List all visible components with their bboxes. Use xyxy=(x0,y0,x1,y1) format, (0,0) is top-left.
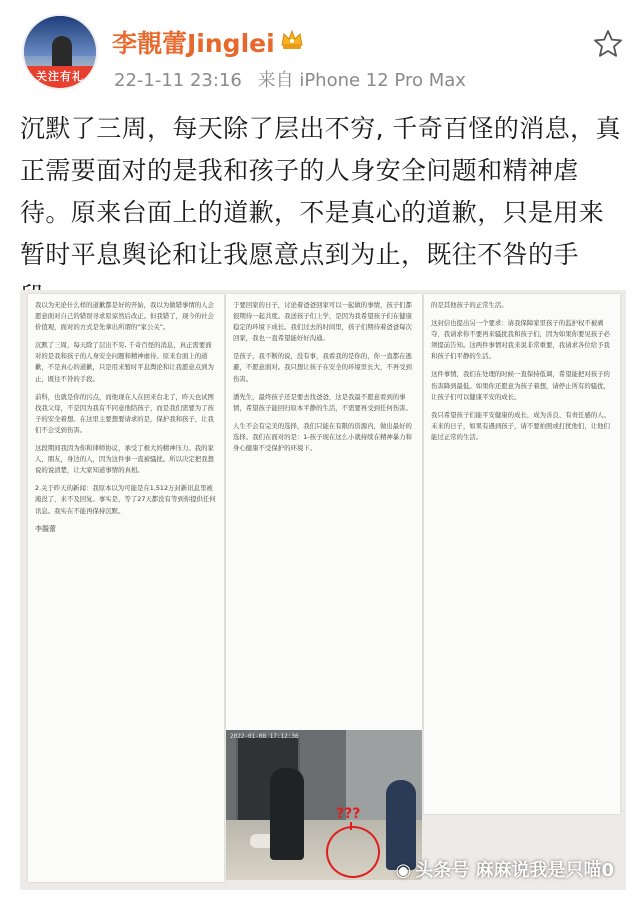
crown-icon xyxy=(279,26,305,52)
document-column-3 xyxy=(424,294,620,814)
document-column-1 xyxy=(28,294,224,882)
post-header xyxy=(0,0,640,100)
photo-person xyxy=(270,768,304,860)
doc-paragraph: 前科，也就是你的污点，而他现在人在回来台北了，昨天也试图找我父母，不是因为我有不同意他陪孩子，而是我们需要为了孩子的安全着想。在这里主要想要请求的是，保护我和孩子，让我们不会受到伤害。 xyxy=(35,392,214,434)
doc-paragraph: 我以为无论什么样的道歉都是好的开始，我以为做错事情的人会愿意面对自己的错误寻求原谅然后改正。但我错了，现今的社会价值观，面对的方式是先拿出所谓的“家公关”。 xyxy=(35,301,214,332)
doc-paragraph: 的是其他孩子的正常生活。 xyxy=(431,301,508,309)
doc-paragraph: 沉默了三周，每天除了层出不穷, 千奇百怪的消息，真正需要面对的是我和孩子的人身安全问题和精神虐待。原来台面上的道歉，不是真心的道歉，只是用来暂时平息舆论和让我愿意点到为止，既往不咎的手段。 xyxy=(35,341,214,383)
doc-paragraph: 这段期间我因为你和律师协议，承受了极大的精神压力。我的家人，朋友，身边的人，因为这件事一直被骚扰。所以决定把我想说的说清楚，让大家知道事情的真相。 xyxy=(35,444,214,475)
user-name[interactable]: 李靚蕾Jinglei xyxy=(112,29,275,58)
doc-signature: 李靚蕾 xyxy=(35,524,56,533)
doc-paragraph: 这件事情，我们在处理的时候一直保持低调，希望能把对孩子的伤害降到最低。如果你还愿意为孩子着想，请停止所有的骚扰，让孩子们可以健康平安的成长。 xyxy=(431,370,610,401)
toutiao-icon: ◉ xyxy=(395,860,412,881)
attached-document-image[interactable] xyxy=(20,290,626,890)
document-column-2 xyxy=(226,294,422,730)
doc-paragraph: 于要回家的日子，讨论着爸爸回家可以一起做的事情，孩子们都很期待一起共度。我送孩子们上学，是因为我希望孩子们在健康稳定的环境下成长。我们过去的时间里，孩子们期待着爸爸每次回家，我也一直希望能好好沟通。 xyxy=(233,301,412,343)
doc-paragraph: 是孩子，我不断的说，没有事，我看我的是你的，你一直都在逃避，不愿意面对。我只想让孩子在安全的环境里长大，不再受到伤害。 xyxy=(233,352,412,383)
doc-paragraph: 我只希望孩子们能平安健康的成长，成为善良、有责任感的人。未来的日子，如果有遇到孩子，请不要拍照或打扰他们，让他们能过正常的生活。 xyxy=(431,410,610,441)
watermark xyxy=(395,856,614,882)
doc-paragraph: 人生不会有完美的选择，我们只能在有限的资源内，做出最好的选择。我们在面对的是：1-孩子现在这么小就持续在精神暴力和身心健康不受保护的环境下。 xyxy=(233,421,412,453)
cctv-photo xyxy=(226,730,422,880)
post-source: 来自 iPhone 12 Pro Max xyxy=(257,70,466,91)
post-timestamp: 22-1-11 23:16 xyxy=(114,70,242,91)
watermark-text: 头条号 麻麻说我是只喵0 xyxy=(415,860,614,881)
doc-paragraph: 潘先生，最终孩子还是要去找爸爸，这是我最不愿意看到的事情，希望孩子能回归原本平静的生活，不需要再受到任何伤害。 xyxy=(233,392,412,412)
doc-paragraph: 2.关于昨天的新闻：我原本以为可能是在1,512万封新讯息里被淹没了，来不及回复。事实是，等了27天都没有等到你提供任何讯息。我实在不能再保持沉默。 xyxy=(35,484,216,515)
annotation-circle xyxy=(326,826,380,878)
post-meta xyxy=(114,66,466,92)
photo-timestamp: 2022-01-08 17:12:36 xyxy=(230,733,299,740)
avatar[interactable] xyxy=(22,14,98,90)
doc-paragraph: 这封信也提出另一个要求：请我保障家里孩子的监护权不被剥夺，我请求你不要再来骚扰我和孩子们，因为如果你要见孩子必须提前告知。这两件事情对我来说非常重要，我请求各位给予我和孩子们平静的生活。 xyxy=(431,319,610,361)
avatar-badge: 关注有礼 xyxy=(24,66,96,88)
post-text: 沉默了三周，每天除了层出不穷, 千奇百怪的消息，真正需要面对的是我和孩子的人身安全问题和精神虐待。原来台面上的道歉，不是真心的道歉，只是用来暂时平息舆论和让我愿意点到为止，既往不咎的手 xyxy=(20,114,621,269)
annotation-question-marks: ??? xyxy=(336,806,361,822)
star-icon[interactable] xyxy=(592,28,624,60)
